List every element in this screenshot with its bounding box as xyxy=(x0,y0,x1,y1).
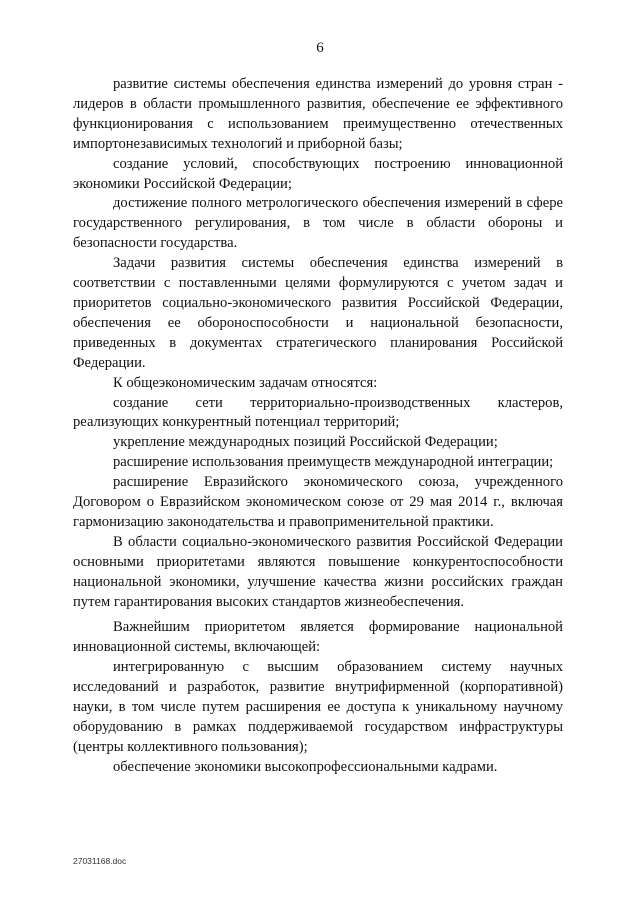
paragraph: интегрированную с высшим образованием систему научных исследований и разработок, развитие внутрифирменной (корпоративной) науки, в том числе путем расширения ее доступа к уникальному научному оборудованию в рамках поддерживаемой государством инфраструктуры (центры коллективного пользования); xyxy=(73,659,563,755)
paragraph: обеспечение экономики высокопрофессиональными кадрами. xyxy=(113,758,498,775)
paragraph: Задачи развития системы обеспечения единства измерений в соответствии с поставленными целями формулируются с учетом задач и приоритетов социально-экономического развития Российской Федерации, обеспечения ее обороноспособности и национальной безопасности, приведенных в документах стратегического планирования Российской Федерации. xyxy=(73,255,563,371)
document-filename: 27031168.doc xyxy=(73,856,127,866)
paragraph: достижение полного метрологического обеспечения измерений в сфере государственного регулирования, в том числе в области обороны и безопасности государства. xyxy=(73,195,563,252)
paragraph: развитие системы обеспечения единства измерений до уровня стран - лидеров в области промышленного развития, обеспечение ее эффективного функционирования с использованием преимущественно отечественных импортонезависимых технологий и приборной базы; xyxy=(73,76,563,152)
paragraph: создание условий, способствующих построению инновационной экономики Российской Федерации; xyxy=(73,155,563,192)
paragraph: Важнейшим приоритетом является формирование национальной инновационной системы, включающей: xyxy=(73,619,563,656)
page-number: 6 xyxy=(316,40,324,56)
paragraph: расширение Евразийского экономического союза, учрежденного Договором о Евразийском экономическом союзе от 29 мая 2014 г., включая гармонизацию законодательства и правоприменительной практики. xyxy=(73,474,563,530)
paragraph: В области социально-экономического развития Российской Федерации основными приоритетами являются повышение конкурентоспособности национальной экономики, улучшение качества жизни российских граждан путем гарантирования высоких стандартов жизнеобеспечения. xyxy=(73,533,563,610)
document-body xyxy=(73,75,563,778)
paragraph: К общеэкономическим задачам относятся: xyxy=(113,374,378,391)
paragraph: создание сети территориально-производственных кластеров, реализующих конкурентный потенциал территорий; xyxy=(73,394,563,431)
paragraph: расширение использования преимуществ международной интеграции; xyxy=(113,454,554,471)
paragraph: укрепление международных позиций Российской Федерации; xyxy=(113,434,498,451)
